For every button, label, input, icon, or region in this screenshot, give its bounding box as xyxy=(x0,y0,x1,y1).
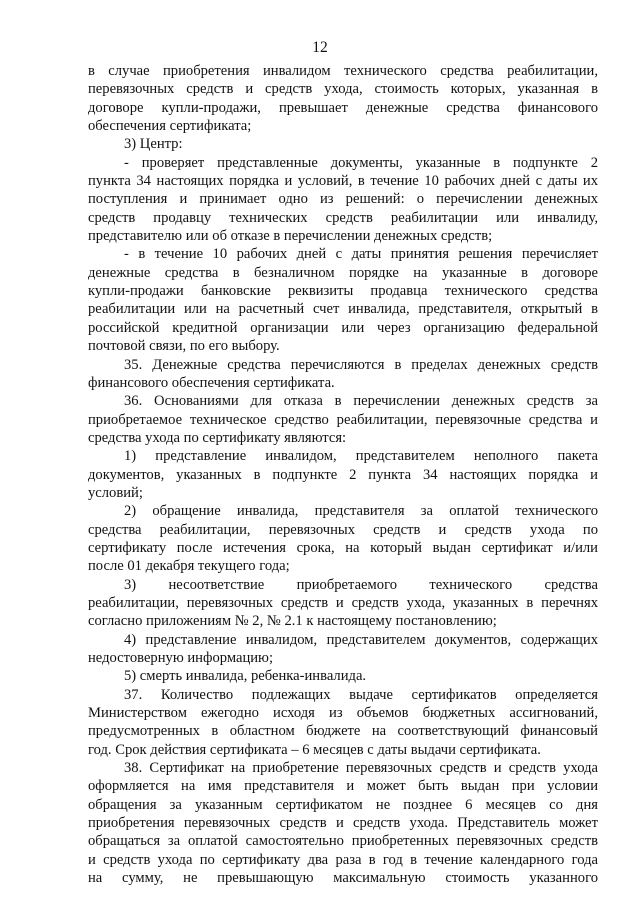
text-line: приобретения перевязочных средств и средств ухода. Представитель может xyxy=(88,815,598,832)
text-line: 3) несоответствие приобретаемого технического средства xyxy=(124,576,598,593)
text-line: реабилитации или на расчетный счет инвалида, представителя, открытый в xyxy=(88,301,598,318)
text-line: финансового обеспечения сертификата. xyxy=(88,374,335,391)
text-line: приобретаемое техническое средство реабилитации, перевязочные средства и xyxy=(88,411,598,428)
text-line: 36. Основаниями для отказа в перечислении денежных средств за xyxy=(124,393,598,410)
text-line: реабилитации, перевязочных средств и средств ухода, указанных в перечнях xyxy=(88,594,598,611)
text-line: российской кредитной организации или через организацию федеральной xyxy=(88,319,598,336)
text-line: после 01 декабря текущего года; xyxy=(88,558,290,575)
text-line: поступления и принимает одно из решений: о перечислении денежных xyxy=(88,191,598,208)
text-line: 37. Количество подлежащих выдаче сертификатов определяется xyxy=(124,686,598,703)
text-line: средства реабилитации, перевязочных средств и средств ухода по xyxy=(88,521,598,538)
document-body xyxy=(88,62,598,887)
text-line: - в течение 10 рабочих дней с даты принятия решения перечисляет xyxy=(124,246,598,263)
text-line: сертификату после истечения срока, на который выдан сертификат и/или xyxy=(88,539,598,556)
text-line: на сумму, не превышающую максимальную стоимость указанного xyxy=(88,870,598,887)
text-line: оформляется на имя представителя и может быть выдан при условии xyxy=(88,778,598,795)
text-line: согласно приложениям № 2, № 2.1 к настоящему постановлению; xyxy=(88,613,497,630)
text-line: 38. Сертификат на приобретение перевязочных средств и средств ухода xyxy=(124,760,598,777)
text-line: обеспечения сертификата; xyxy=(88,118,252,135)
text-line: Министерством ежегодно исходя из объемов бюджетных ассигнований, xyxy=(88,705,598,722)
text-line: - проверяет представленные документы, указанные в подпункте 2 xyxy=(124,154,598,171)
text-line: недостоверную информацию; xyxy=(88,650,274,666)
text-line: 5) смерть инвалида, ребенка-инвалида. xyxy=(124,668,367,685)
text-line: средства ухода по сертификату являются: xyxy=(88,429,347,446)
text-line: 1) представление инвалидом, представителем неполного пакета xyxy=(124,448,598,465)
text-line: 3) Центр: xyxy=(124,136,183,153)
text-line: денежные средства в безналичном порядке на указанные в договоре xyxy=(88,264,598,281)
text-line: 2) обращение инвалида, представителя за оплатой технического xyxy=(124,503,598,520)
text-line: условий; xyxy=(88,484,143,501)
text-line: предусмотренных в областном бюджете на соответствующий финансовый xyxy=(88,723,598,740)
text-line: и средств ухода по сертификату два раза в год в течение календарного года xyxy=(88,851,598,868)
text-line: почтовой связи, по его выбору. xyxy=(88,338,280,355)
text-line: документов, указанных в подпункте 2 пункта 34 настоящих порядка и xyxy=(88,466,598,483)
text-line: 35. Денежные средства перечисляются в пределах денежных средств xyxy=(124,356,598,373)
page-number: 12 xyxy=(312,39,328,56)
text-line: 4) представление инвалидом, представителем документов, содержащих xyxy=(124,631,598,648)
text-line: средств продавцу технических средств реабилитации или инвалиду, xyxy=(88,209,598,226)
text-line: обращаться за оплатой самостоятельно приобретенных перевязочных средств xyxy=(88,833,598,850)
text-line: пункта 34 настоящих порядка и условий, в течение 10 рабочих дней с даты их xyxy=(88,173,598,190)
text-line: представителю или об отказе в перечислении денежных средств; xyxy=(88,228,493,245)
text-line: обращения за указанным сертификатом не позднее 6 месяцев со дня xyxy=(88,796,598,813)
text-line: год. Срок действия сертификата – 6 месяцев с даты выдачи сертификата. xyxy=(88,741,541,758)
text-line: перевязочных средств и средств ухода, стоимость которых, указанная в xyxy=(88,81,598,98)
text-line: в случае приобретения инвалидом технического средства реабилитации, xyxy=(88,63,598,79)
text-line: купли-продажи банковские реквизиты продавца технического средства xyxy=(88,283,598,300)
text-line: договоре купли-продажи, превышает денежные средства финансового xyxy=(88,99,598,116)
